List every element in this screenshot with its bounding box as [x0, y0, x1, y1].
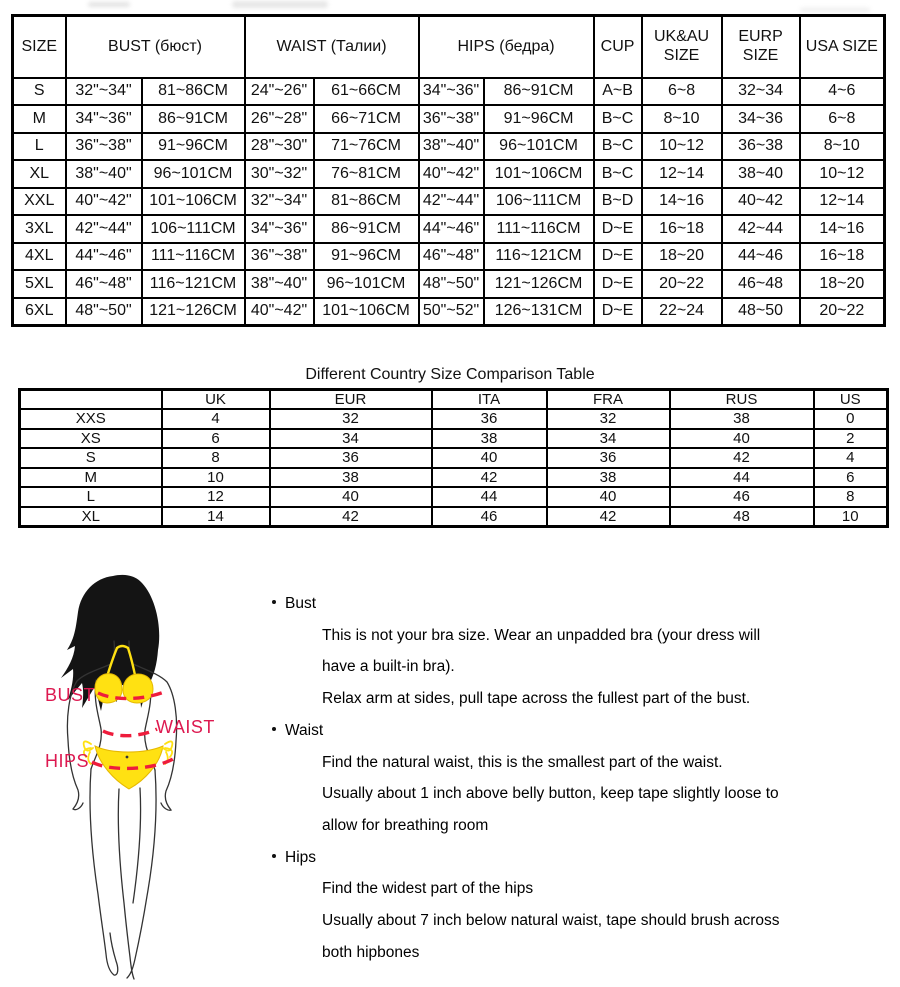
instruction-line: Usually about 1 inch above belly button, keep tape slightly loose to [322, 785, 779, 803]
waist-inches-cell: 30"~32" [245, 160, 314, 188]
waist-label: WAIST [156, 717, 215, 737]
country-column-header: US [814, 390, 888, 410]
figure-inner-leg [118, 789, 134, 979]
eurp-size-cell: 34~36 [722, 105, 800, 133]
ukau-size-cell: 12~14 [642, 160, 722, 188]
bust-inches-cell: 40"~42" [66, 188, 142, 216]
instruction-line: This is not your bra size. Wear an unpadded bra (your dress will [322, 626, 761, 644]
hips-inches-cell: 36"~38" [419, 105, 484, 133]
size-label-cell: S [20, 448, 162, 468]
comparison-row [20, 448, 888, 468]
hips-cm-cell: 116~121CM [484, 243, 594, 271]
hips-column-header: HIPS (бедра) [419, 16, 594, 78]
bust-cm-cell: 116~121CM [142, 270, 245, 298]
comparison-row [20, 487, 888, 507]
waist-cm-cell: 96~101CM [314, 270, 419, 298]
bust-cm-cell: 86~91CM [142, 105, 245, 133]
ukau-size-cell: 14~16 [642, 188, 722, 216]
size-value-cell: 42 [432, 468, 547, 488]
measuring-instructions [270, 588, 895, 968]
usa-size-cell: 6~8 [800, 105, 885, 133]
eurp-size-cell: 40~42 [722, 188, 800, 216]
instruction-line: allow for breathing room [322, 816, 489, 834]
hips-cm-cell: 91~96CM [484, 105, 594, 133]
instruction-line: Find the widest part of the hips [322, 880, 534, 898]
size-chart-row [13, 298, 885, 326]
body-figure-svg [15, 570, 250, 982]
bust-inches-cell: 36"~38" [66, 133, 142, 161]
size-value-cell: 44 [432, 487, 547, 507]
size-value-cell: 38 [547, 468, 670, 488]
ukau-size-cell: 8~10 [642, 105, 722, 133]
waist-inches-cell: 34"~36" [245, 215, 314, 243]
figure-inner-leg [133, 788, 141, 903]
usa-size-cell: 16~18 [800, 243, 885, 271]
waist-inches-cell: 26"~28" [245, 105, 314, 133]
waist-inches-cell: 38"~40" [245, 270, 314, 298]
cup-cell: B~C [594, 105, 642, 133]
size-cell: L [13, 133, 66, 161]
size-cell: 4XL [13, 243, 66, 271]
instruction-section-title: Hips [270, 842, 895, 874]
ukau-size-cell: 10~12 [642, 133, 722, 161]
hips-cm-cell: 121~126CM [484, 270, 594, 298]
waist-cm-cell: 76~81CM [314, 160, 419, 188]
cup-cell: B~C [594, 160, 642, 188]
figure-left-leg [90, 769, 118, 975]
size-value-cell: 10 [162, 468, 270, 488]
hips-inches-cell: 38"~40" [419, 133, 484, 161]
ukau-size-cell: 20~22 [642, 270, 722, 298]
size-value-cell: 4 [162, 409, 270, 429]
cup-cell: D~E [594, 215, 642, 243]
size-value-cell: 38 [432, 429, 547, 449]
size-cell: XXL [13, 188, 66, 216]
hips-cm-cell: 111~116CM [484, 215, 594, 243]
size-chart-row [13, 270, 885, 298]
usa-size-cell: 20~22 [800, 298, 885, 326]
cup-cell: B~C [594, 133, 642, 161]
size-value-cell: 6 [814, 468, 888, 488]
waist-cm-cell: 91~96CM [314, 243, 419, 271]
instruction-section-title: Waist [270, 715, 895, 747]
bust-column-header: BUST (бюст) [66, 16, 245, 78]
size-chart-row [13, 188, 885, 216]
size-value-cell: 34 [270, 429, 432, 449]
eurp-size-cell: 36~38 [722, 133, 800, 161]
size-value-cell: 46 [670, 487, 814, 507]
size-label-cell: XS [20, 429, 162, 449]
instruction-line: have a built-in bra). [322, 658, 455, 676]
size-value-cell: 14 [162, 507, 270, 527]
eurp-size-cell: 48~50 [722, 298, 800, 326]
size-value-cell: 32 [547, 409, 670, 429]
eurp-size-cell: 46~48 [722, 270, 800, 298]
waist-column-header: WAIST (Талии) [245, 16, 419, 78]
hips-cm-cell: 106~111CM [484, 188, 594, 216]
size-column-header: SIZE [13, 16, 66, 78]
size-value-cell: 42 [547, 507, 670, 527]
comparison-row [20, 409, 888, 429]
size-value-cell: 40 [270, 487, 432, 507]
hips-cm-cell: 96~101CM [484, 133, 594, 161]
bust-cm-cell: 81~86CM [142, 78, 245, 106]
size-cell: 3XL [13, 215, 66, 243]
bust-inches-cell: 48"~50" [66, 298, 142, 326]
bust-cm-cell: 111~116CM [142, 243, 245, 271]
size-value-cell: 38 [670, 409, 814, 429]
size-chart-table [11, 14, 886, 327]
size-chart-row [13, 78, 885, 106]
hips-inches-cell: 44"~46" [419, 215, 484, 243]
size-value-cell: 6 [162, 429, 270, 449]
bust-inches-cell: 46"~48" [66, 270, 142, 298]
eurp-size-cell: 42~44 [722, 215, 800, 243]
cup-cell: D~E [594, 298, 642, 326]
instruction-line: Find the natural waist, this is the smallest part of the waist. [322, 753, 723, 771]
figure-right-leg [127, 770, 156, 978]
hips-inches-cell: 46"~48" [419, 243, 484, 271]
size-chart-row [13, 215, 885, 243]
size-chart-row [13, 105, 885, 133]
hips-inches-cell: 34"~36" [419, 78, 484, 106]
bust-cm-cell: 106~111CM [142, 215, 245, 243]
eurp-size-cell: 32~34 [722, 78, 800, 106]
size-chart-row [13, 160, 885, 188]
instruction-line: Relax arm at sides, pull tape across the fullest part of the bust. [322, 690, 751, 708]
waist-inches-cell: 32"~34" [245, 188, 314, 216]
size-value-cell: 44 [670, 468, 814, 488]
eurp-column-header: EURP SIZE [722, 16, 800, 78]
usa-size-cell: 4~6 [800, 78, 885, 106]
hips-inches-cell: 50"~52" [419, 298, 484, 326]
figure-navel [126, 756, 129, 759]
size-label-cell: L [20, 487, 162, 507]
instruction-section-title: Bust [270, 588, 895, 620]
eurp-size-cell: 38~40 [722, 160, 800, 188]
size-cell: M [13, 105, 66, 133]
usa-column-header: USA SIZE [800, 16, 885, 78]
ukau-size-cell: 22~24 [642, 298, 722, 326]
bust-cm-cell: 96~101CM [142, 160, 245, 188]
waist-inches-cell: 40"~42" [245, 298, 314, 326]
hips-label: HIPS [45, 751, 90, 771]
size-value-cell: 46 [432, 507, 547, 527]
size-value-cell: 32 [270, 409, 432, 429]
comparison-table-title: Different Country Size Comparison Table [305, 366, 595, 383]
size-value-cell: 34 [547, 429, 670, 449]
corner-cell [20, 390, 162, 410]
size-label-cell: XXS [20, 409, 162, 429]
size-value-cell: 42 [670, 448, 814, 468]
waist-cm-cell: 66~71CM [314, 105, 419, 133]
size-value-cell: 4 [814, 448, 888, 468]
hips-cm-cell: 86~91CM [484, 78, 594, 106]
size-value-cell: 12 [162, 487, 270, 507]
cup-cell: D~E [594, 270, 642, 298]
size-cell: XL [13, 160, 66, 188]
waist-cm-cell: 71~76CM [314, 133, 419, 161]
size-chart-row [13, 243, 885, 271]
country-comparison-table [18, 388, 889, 528]
size-value-cell: 40 [670, 429, 814, 449]
size-value-cell: 40 [432, 448, 547, 468]
eurp-size-cell: 44~46 [722, 243, 800, 271]
size-value-cell: 0 [814, 409, 888, 429]
hips-inches-cell: 42"~44" [419, 188, 484, 216]
size-chart-row [13, 133, 885, 161]
usa-size-cell: 10~12 [800, 160, 885, 188]
artifact-smudge [800, 8, 870, 12]
size-cell: 5XL [13, 270, 66, 298]
usa-size-cell: 12~14 [800, 188, 885, 216]
cup-cell: A~B [594, 78, 642, 106]
size-label-cell: XL [20, 507, 162, 527]
hips-inches-cell: 40"~42" [419, 160, 484, 188]
instruction-line: both hipbones [322, 943, 420, 961]
size-cell: 6XL [13, 298, 66, 326]
size-value-cell: 8 [162, 448, 270, 468]
country-column-header: FRA [547, 390, 670, 410]
instruction-line: Usually about 7 inch below natural waist, tape should brush across [322, 912, 780, 930]
usa-size-cell: 18~20 [800, 270, 885, 298]
bust-inches-cell: 32"~34" [66, 78, 142, 106]
waist-inches-cell: 24"~26" [245, 78, 314, 106]
country-column-header: EUR [270, 390, 432, 410]
ukau-size-cell: 6~8 [642, 78, 722, 106]
size-cell: S [13, 78, 66, 106]
size-value-cell: 36 [547, 448, 670, 468]
waist-dash-line [103, 729, 157, 736]
waist-cm-cell: 86~91CM [314, 215, 419, 243]
ukau-size-cell: 18~20 [642, 243, 722, 271]
bust-inches-cell: 42"~44" [66, 215, 142, 243]
cup-cell: D~E [594, 243, 642, 271]
country-column-header: UK [162, 390, 270, 410]
ukau-size-cell: 16~18 [642, 215, 722, 243]
comparison-row [20, 468, 888, 488]
hips-cm-cell: 101~106CM [484, 160, 594, 188]
bust-cm-cell: 101~106CM [142, 188, 245, 216]
hips-inches-cell: 48"~50" [419, 270, 484, 298]
comparison-row [20, 429, 888, 449]
country-column-header: ITA [432, 390, 547, 410]
size-chart-header-row [13, 16, 885, 78]
waist-inches-cell: 36"~38" [245, 243, 314, 271]
cup-column-header: CUP [594, 16, 642, 78]
size-value-cell: 42 [270, 507, 432, 527]
waist-cm-cell: 61~66CM [314, 78, 419, 106]
size-value-cell: 48 [670, 507, 814, 527]
comparison-row [20, 507, 888, 527]
size-label-cell: M [20, 468, 162, 488]
size-value-cell: 40 [547, 487, 670, 507]
bust-inches-cell: 34"~36" [66, 105, 142, 133]
size-value-cell: 10 [814, 507, 888, 527]
size-value-cell: 36 [432, 409, 547, 429]
waist-inches-cell: 28"~30" [245, 133, 314, 161]
bust-label: BUST [45, 685, 96, 705]
waist-cm-cell: 101~106CM [314, 298, 419, 326]
hips-cm-cell: 126~131CM [484, 298, 594, 326]
usa-size-cell: 14~16 [800, 215, 885, 243]
bust-cm-cell: 121~126CM [142, 298, 245, 326]
size-value-cell: 8 [814, 487, 888, 507]
measurement-figure [15, 570, 250, 982]
cup-cell: B~D [594, 188, 642, 216]
bust-inches-cell: 38"~40" [66, 160, 142, 188]
comparison-header-row [20, 390, 888, 410]
bust-cm-cell: 91~96CM [142, 133, 245, 161]
size-value-cell: 38 [270, 468, 432, 488]
size-value-cell: 2 [814, 429, 888, 449]
waist-cm-cell: 81~86CM [314, 188, 419, 216]
artifact-smudge [232, 1, 328, 8]
country-column-header: RUS [670, 390, 814, 410]
size-value-cell: 36 [270, 448, 432, 468]
artifact-smudge [88, 2, 130, 7]
ukau-column-header: UK&AU SIZE [642, 16, 722, 78]
usa-size-cell: 8~10 [800, 133, 885, 161]
bust-inches-cell: 44"~46" [66, 243, 142, 271]
